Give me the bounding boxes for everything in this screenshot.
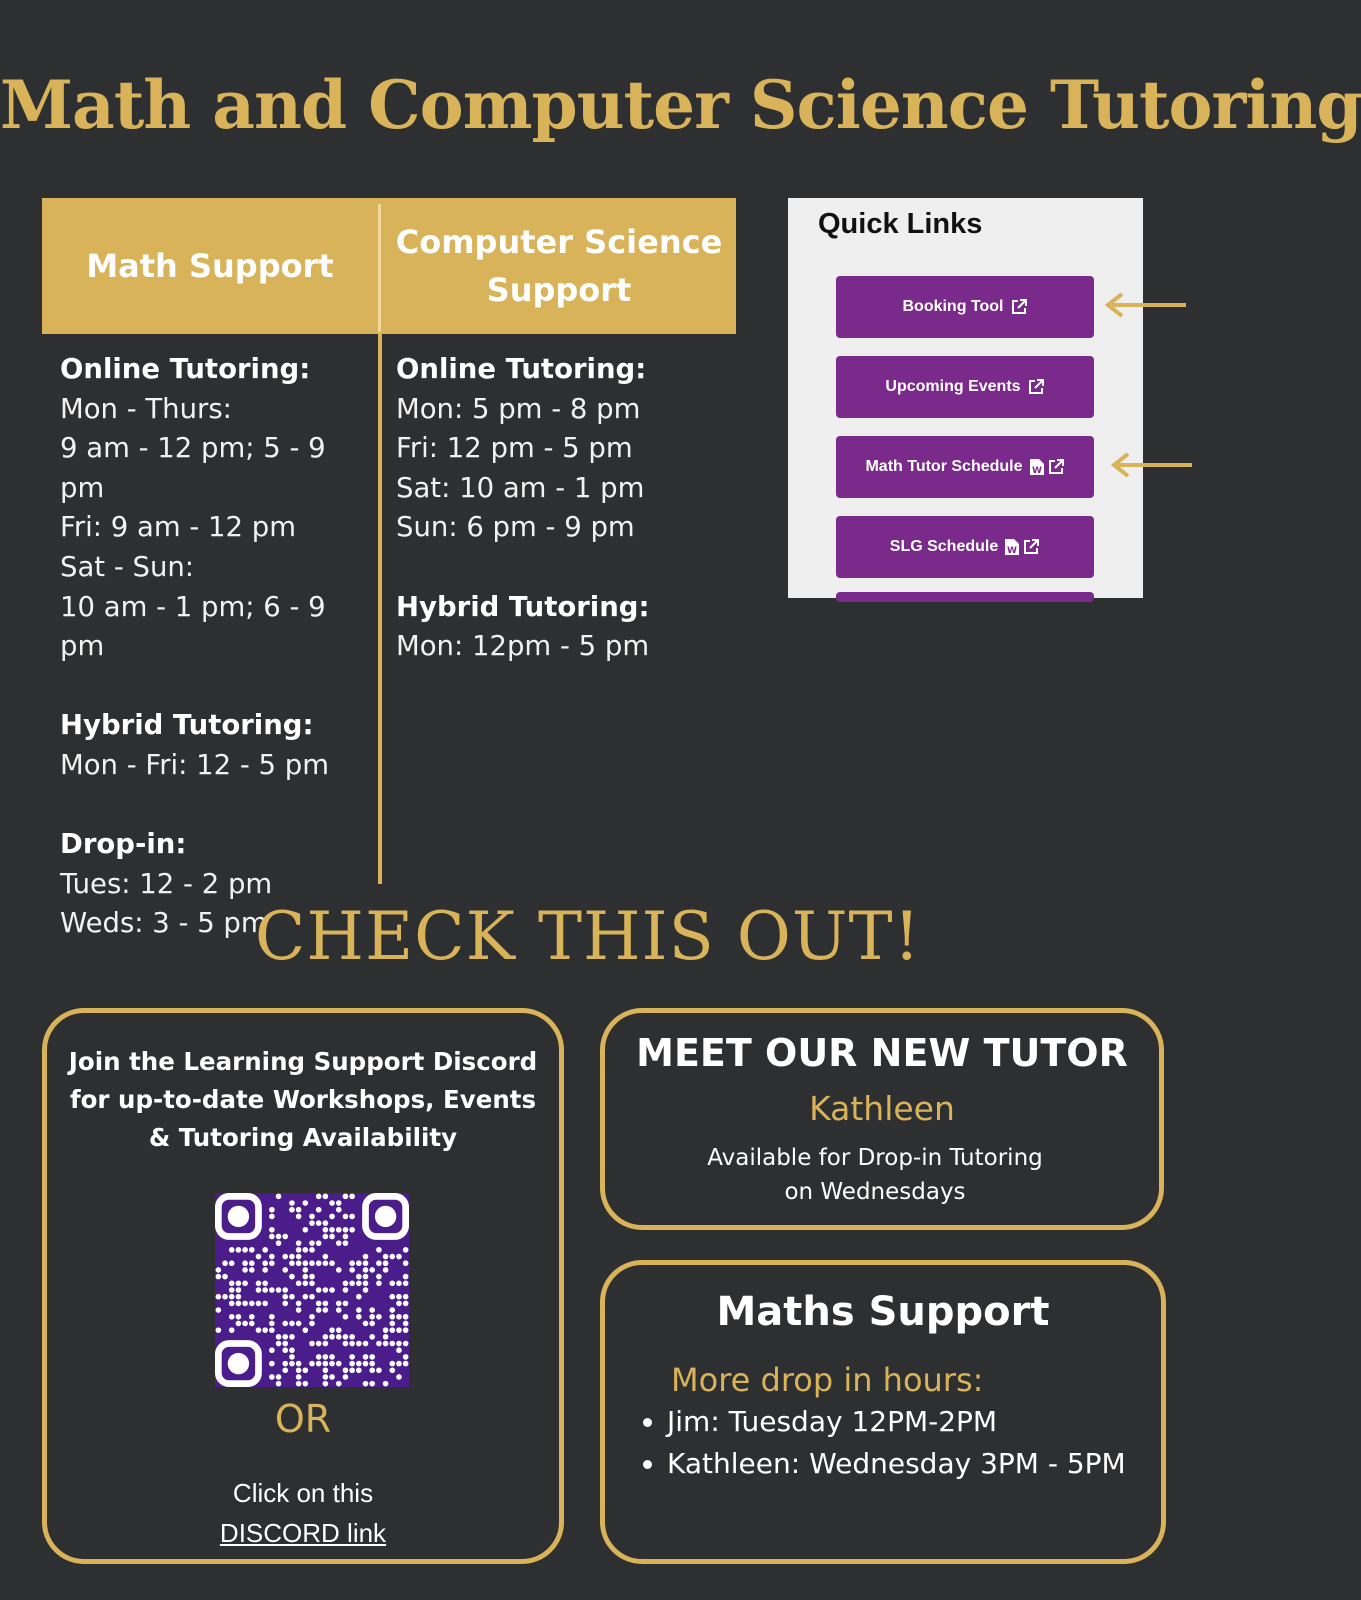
schedule-line: Mon - Fri: 12 - 5 pm [60,748,330,781]
slg-schedule-button[interactable] [836,516,1094,578]
external-link-icon [1010,298,1028,316]
schedule-line: Mon: 12pm - 5 pm [396,630,650,663]
availability-line: on Wednesdays [784,1179,966,1205]
schedule-line: Fri: 9 am - 12 pm [60,511,297,544]
new-tutor-heading: MEET OUR NEW TUTOR [636,1031,1128,1075]
schedule-line: Sun: 6 pm - 9 pm [396,511,635,544]
schedule-line: 9 am - 12 pm; 5 - 9 pm [60,432,326,504]
arrow-left-icon [1108,452,1192,478]
cs-heading-line2: Support [486,271,632,309]
external-link-icon [1047,458,1065,476]
math-support-heading: Math Support [86,247,334,285]
page-title: Math and Computer Science Tutoring [0,66,1361,144]
schedule-line: Weds: 3 - 5 pm [60,907,268,940]
cs-support-heading [382,198,736,334]
schedule-line: Fri: 12 pm - 5 pm [396,432,633,465]
external-link-icon [1022,538,1040,556]
cs-schedule [396,350,726,667]
discord-line: Join the Learning Support Discord [68,1047,538,1076]
check-this-out-heading: CHECK THIS OUT! [254,898,922,975]
or-label: OR [274,1397,332,1441]
maths-support-card [600,1260,1166,1564]
availability-line: Available for Drop-in Tutoring [707,1145,1043,1171]
click-label: Click on this [232,1478,374,1508]
discord-link[interactable]: DISCORD link [219,1518,387,1548]
schedule-line: Mon - Thurs: [60,392,232,425]
list-item: • Jim: Tuesday 12PM-2PM [667,1401,1126,1443]
button-label: SLG Schedule [889,538,999,555]
booking-tool-button[interactable] [836,276,1094,338]
schedule-line: 10 am - 1 pm; 6 - 9 pm [60,590,326,663]
discord-line: for up-to-date Workshops, Events [69,1085,537,1114]
schedule-line: Sat: 10 am - 1 pm [396,471,645,504]
list-item: • Kathleen: Wednesday 3PM - 5PM [667,1443,1126,1485]
button-label: Math Tutor Schedule [865,458,1023,475]
math-hybrid-heading: Hybrid Tutoring: [60,709,314,742]
maths-support-heading: Maths Support [716,1289,1050,1335]
word-document-icon [1004,538,1020,556]
quick-links-title: Quick Links [818,208,983,240]
button-label: Upcoming Events [885,378,1021,395]
tutor-availability [605,1141,1145,1209]
button-label: Booking Tool [902,298,1004,315]
cs-heading-line1: Computer Science [395,223,723,261]
math-schedule [60,350,376,944]
cs-online-heading: Online Tutoring: [396,353,647,385]
schedule-line: Mon: 5 pm - 8 pm [396,392,641,425]
schedule-line: Sat - Sun: [60,550,195,583]
discord-link-block [47,1473,559,1553]
cs-hybrid-heading: Hybrid Tutoring: [396,590,650,623]
svg-text:W: W [1031,466,1042,476]
word-document-icon [1029,458,1045,476]
quick-links-panel [788,198,1143,598]
math-online-heading: Online Tutoring: [60,353,311,385]
arrow-left-icon [1102,292,1186,318]
discord-line: & Tutoring Availability [148,1123,458,1152]
svg-text:W: W [1007,546,1018,556]
upcoming-events-button[interactable] [836,356,1094,418]
new-tutor-card [600,1008,1164,1230]
math-tutor-schedule-button[interactable] [836,436,1094,498]
external-link-icon [1027,378,1045,396]
discord-description [47,1043,559,1157]
qr-code[interactable] [215,1193,409,1387]
schedule-line: Tues: 12 - 2 pm [60,867,273,900]
math-dropin-heading: Drop-in: [60,828,187,861]
drop-in-subheading: More drop in hours: [671,1361,984,1399]
discord-card [42,1008,564,1564]
drop-in-list [635,1401,1126,1485]
header-divider [378,204,381,332]
schedule-table-header [42,198,736,334]
tutor-name: Kathleen [809,1089,955,1128]
